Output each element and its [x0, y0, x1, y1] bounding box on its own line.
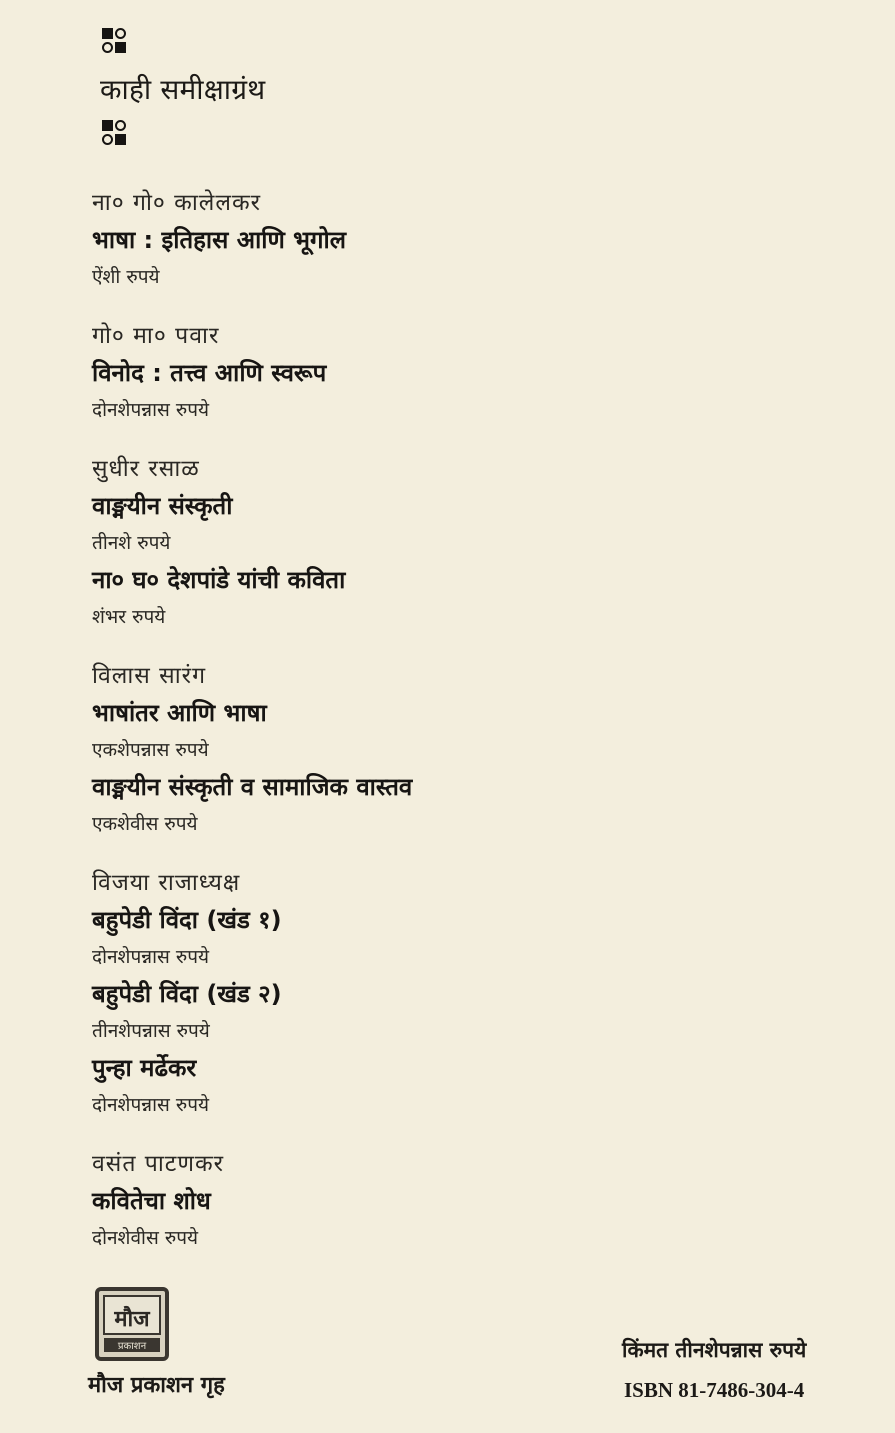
group-spacer — [92, 842, 612, 865]
ornament-icon — [102, 28, 130, 58]
publisher-logo-icon — [94, 1286, 170, 1362]
author-name: वसंत पाटणकर — [92, 1151, 225, 1177]
author-name: सुधीर रसाळ — [92, 456, 200, 482]
book-title: भाषांतर आणि भाषा — [92, 699, 267, 727]
ornament-icon — [102, 120, 130, 150]
svg-text:मौज: मौज — [114, 1307, 150, 1332]
book-title: वाङ्मयीन संस्कृती व सामाजिक वास्तव — [92, 773, 413, 801]
book-title: वाङ्मयीन संस्कृती — [92, 492, 233, 520]
book-list — [92, 185, 612, 1256]
book-title: विनोद : तत्त्व आणि स्वरूप — [92, 359, 327, 387]
author-name: विलास सारंग — [92, 663, 207, 689]
group-spacer — [92, 428, 612, 451]
book-title: कवितेचा शोध — [92, 1187, 211, 1215]
book-price: शंभर रुपये — [92, 606, 166, 628]
book-price: एकशेवीस रुपये — [92, 813, 198, 835]
book-title: भाषा : इतिहास आणि भूगोल — [92, 226, 347, 254]
cover-price: किंमत तीनशेपन्नास रुपये — [622, 1338, 807, 1362]
group-spacer — [92, 295, 612, 318]
group-spacer — [92, 1123, 612, 1146]
book-price: दोनशेपन्नास रुपये — [92, 399, 210, 421]
publisher-name: मौज प्रकाशन गृह — [88, 1373, 225, 1398]
book-title: बहुपेडी विंदा (खंड १) — [92, 906, 282, 934]
svg-text:प्रकाशन: प्रकाशन — [117, 1341, 147, 1352]
isbn: ISBN 81-7486-304-4 — [624, 1378, 805, 1402]
author-name: गो० मा० पवार — [92, 323, 220, 349]
book-price: दोनशेपन्नास रुपये — [92, 1094, 210, 1116]
book-price: ऐंशी रुपये — [92, 266, 160, 288]
book-price: दोनशेवीस रुपये — [92, 1227, 199, 1249]
author-name: विजया राजाध्यक्ष — [92, 870, 241, 896]
book-price: तीनशे रुपये — [92, 532, 171, 554]
section-heading: काही समीक्षाग्रंथ — [100, 73, 266, 106]
book-price: तीनशेपन्नास रुपये — [92, 1020, 210, 1042]
author-name: ना० गो० कालेलकर — [92, 190, 262, 216]
group-spacer — [92, 635, 612, 658]
book-title: पुन्हा मर्ढेकर — [92, 1054, 197, 1082]
book-price: दोनशेपन्नास रुपये — [92, 946, 210, 968]
book-title: बहुपेडी विंदा (खंड २) — [92, 980, 282, 1008]
book-title: ना० घ० देशपांडे यांची कविता — [92, 566, 346, 594]
book-price: एकशेपन्नास रुपये — [92, 739, 209, 761]
